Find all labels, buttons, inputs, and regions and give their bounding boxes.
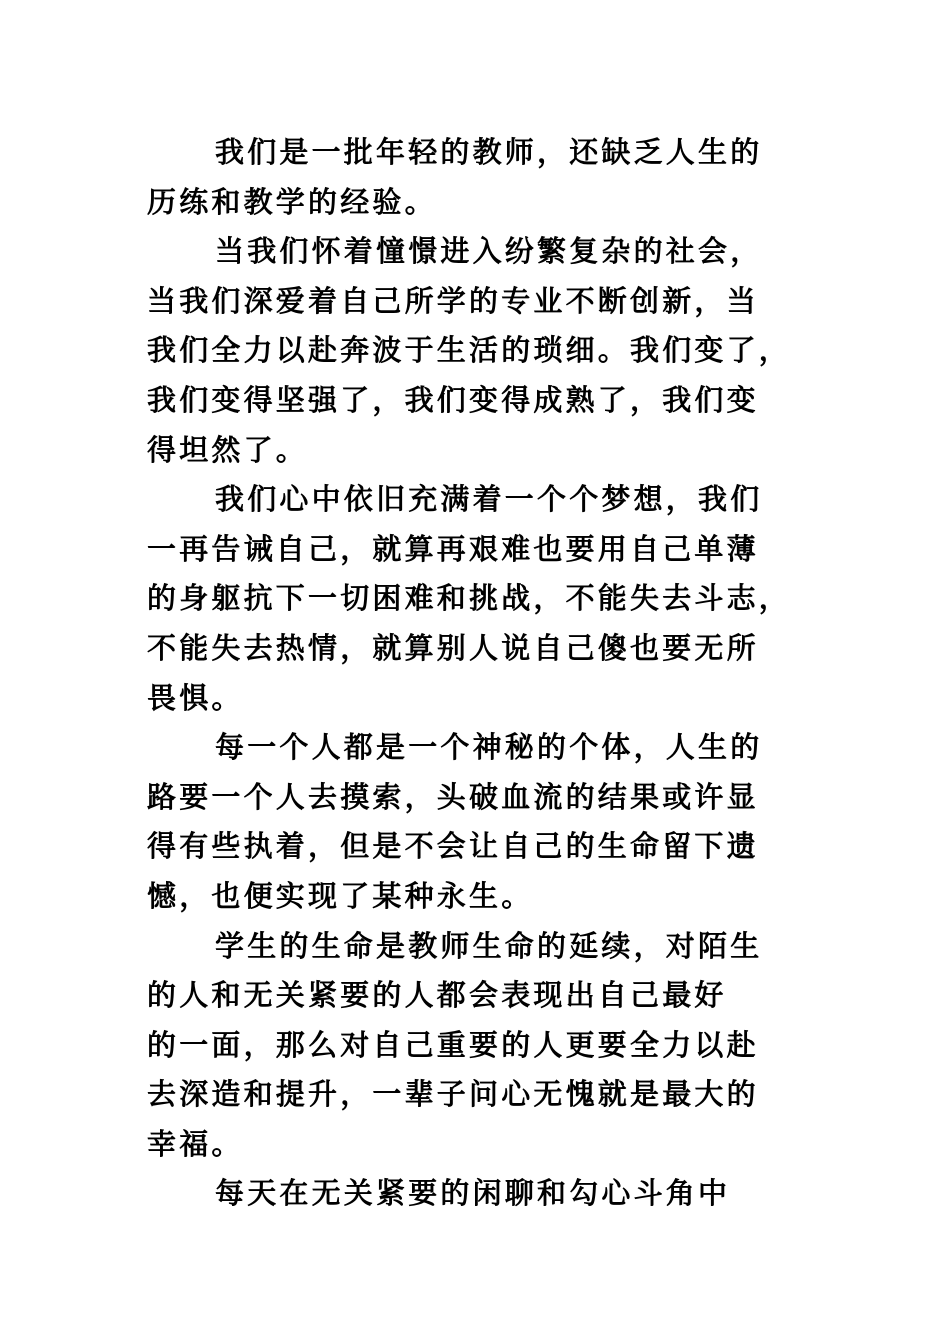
text-line: 我们全力以赴奔波于生活的琐细。我们变了，	[147, 333, 792, 368]
paragraph-first-line: 学生的生命是教师生命的延续，对陌生	[215, 928, 763, 963]
text-line: 憾，也便实现了某种永生。	[147, 878, 534, 913]
text-line: 一再告诫自己，就算再艰难也要用自己单薄	[147, 531, 759, 566]
text-line: 的身躯抗下一切困难和挑战，不能失去斗志，	[147, 581, 792, 616]
paragraph-first-line: 我们是一批年轻的教师，还缺乏人生的	[215, 135, 763, 169]
text-line: 当我们深爱着自己所学的专业不断创新，当	[147, 283, 759, 318]
text-line: 的一面，那么对自己重要的人更要全力以赴	[147, 1027, 759, 1062]
paragraph-first-line: 每一个人都是一个神秘的个体，人生的	[215, 730, 763, 765]
text-line: 我们变得坚强了，我们变得成熟了，我们变	[147, 382, 759, 417]
paragraph-first-line: 当我们怀着憧憬进入纷繁复杂的社会，	[215, 234, 763, 269]
text-line: 畏惧。	[147, 680, 244, 715]
text-line: 去深造和提升，一辈子问心无愧就是最大的	[147, 1077, 759, 1112]
text-line: 得有些执着，但是不会让自己的生命留下遗	[147, 829, 759, 864]
paragraph-first-line: 每天在无关紧要的闲聊和勾心斗角中	[215, 1176, 731, 1211]
text-line: 得坦然了。	[147, 432, 309, 467]
paragraph-first-line: 我们心中依旧充满着一个个梦想，我们	[215, 482, 763, 517]
text-line: 不能失去热情，就算别人说自己傻也要无所	[147, 630, 759, 665]
text-line: 路要一个人去摸索，头破血流的结果或许显	[147, 779, 759, 814]
document-body	[147, 128, 827, 1219]
text-line: 历练和教学的经验。	[147, 184, 437, 219]
text-line: 的人和无关紧要的人都会表现出自己最好	[147, 978, 727, 1013]
text-line: 幸福。	[147, 1126, 244, 1161]
